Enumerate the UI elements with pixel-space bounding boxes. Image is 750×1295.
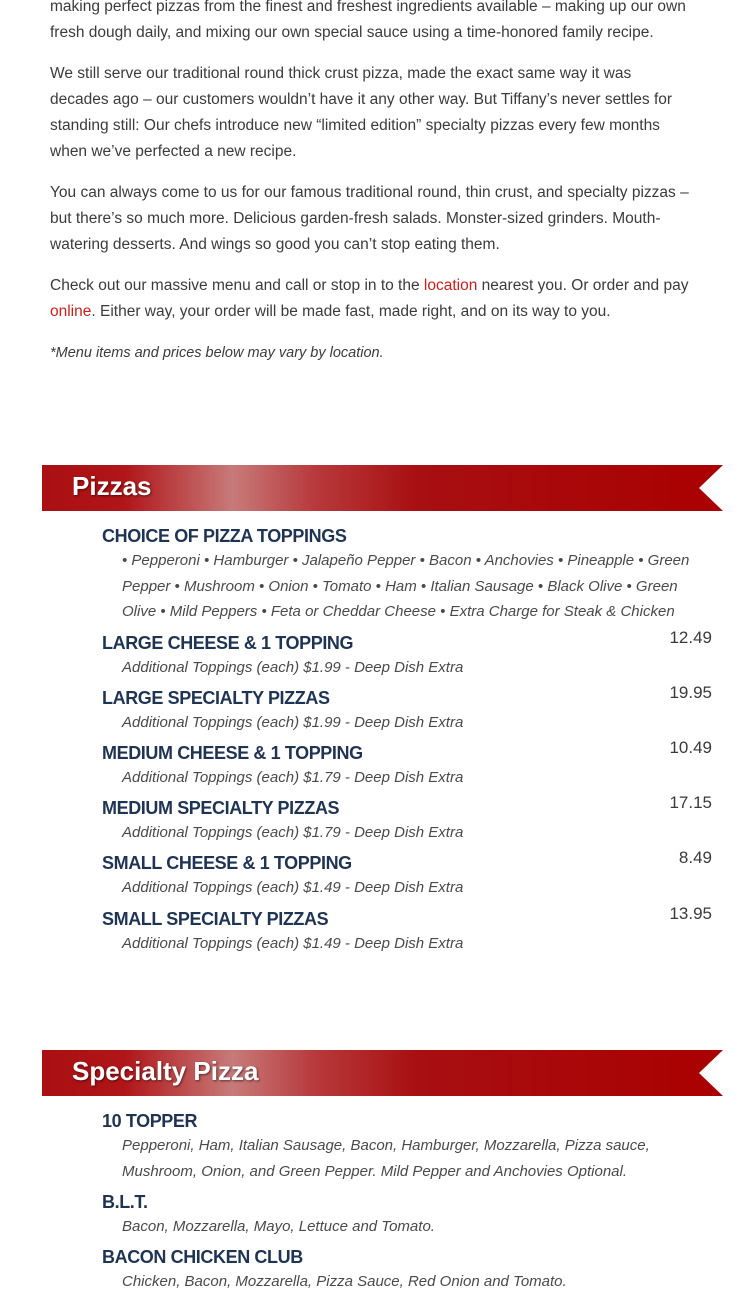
menu-item-description: Chicken, Bacon, Mozzarella, Pizza Sauce, Red Onion and Tomato. — [122, 1273, 567, 1290]
menu-item-name: LARGE CHEESE & 1 TOPPING — [102, 633, 354, 653]
menu-item-description: Additional Toppings (each) $1.79 - Deep Dish Extra — [122, 769, 464, 786]
pizzas-section-title: Pizzas — [72, 471, 152, 501]
specialty-section-banner — [42, 1050, 723, 1096]
intro-p4-end: . Either way, your order will be made fast, made right, and on its way to you. — [91, 303, 611, 321]
specialty-section-title: Specialty Pizza — [72, 1056, 259, 1086]
menu-item — [102, 683, 712, 736]
menu-item — [102, 1109, 712, 1184]
intro-p4-start: Check out our massive menu and call or stop in to the — [50, 277, 424, 295]
menu-item-description: Additional Toppings (each) $1.49 - Deep Dish Extra — [122, 935, 464, 952]
menu-item-price: 10.49 — [669, 738, 712, 757]
menu-item-name: SMALL SPECIALTY PIZZAS — [102, 909, 329, 929]
pizzas-section-banner — [42, 465, 723, 511]
menu-item-name: MEDIUM CHEESE & 1 TOPPING — [102, 743, 363, 763]
menu-item — [102, 904, 712, 957]
menu-item-description: Additional Toppings (each) $1.99 - Deep Dish Extra — [122, 714, 464, 731]
menu-item-description: Additional Toppings (each) $1.99 - Deep Dish Extra — [122, 659, 464, 676]
order-online-link[interactable]: online — [50, 303, 92, 321]
menu-item-name: BACON CHICKEN CLUB — [102, 1247, 303, 1267]
banner-notch — [699, 465, 723, 511]
menu-item — [102, 738, 712, 791]
menu-item — [102, 628, 712, 681]
menu-item — [102, 524, 712, 625]
intro-paragraph-4 — [50, 273, 690, 324]
menu-item-price: 13.95 — [669, 904, 712, 923]
menu-item-name: CHOICE OF PIZZA TOPPINGS — [102, 526, 347, 546]
intro-p4-middle: nearest you. Or order and pay — [477, 277, 689, 295]
menu-item-name: 10 TOPPER — [102, 1111, 198, 1131]
intro-paragraph-2: We still serve our traditional round thick crust pizza, made the exact same way it was decades ago – our customers wouldn’t have it any other way. But Tiffany’s never settles for standing still: Our chefs introduce new “limited edition” specialty pizzas every few months when we’ve perfected a new recipe. — [50, 65, 673, 160]
intro-paragraph-1: making perfect pizzas from the finest and freshest ingredients available – making up our own fresh dough daily, and mixing our own special sauce using a time-honored family recipe. — [50, 0, 686, 41]
menu-item-name: LARGE SPECIALTY PIZZAS — [102, 688, 330, 708]
menu-item-name: B.L.T. — [102, 1192, 148, 1212]
menu-item-price: 8.49 — [678, 848, 712, 867]
menu-item — [102, 848, 712, 901]
menu-item-description: • Pepperoni • Hamburger • Jalapeño Pepper • Bacon • Anchovies • Pineapple • Green Pepper • Mushroom • Onion • Tomato • Ham • Italian Sausage • Black Olive • Green Olive • Mild Peppers • Feta or Cheddar Cheese • Extra Charge for Steak & Chicken — [122, 552, 690, 620]
menu-note: *Menu items and prices below may vary by location. — [50, 344, 384, 361]
menu-item-price: 12.49 — [669, 628, 712, 647]
menu-item-name: MEDIUM SPECIALTY PIZZAS — [102, 798, 340, 818]
menu-item-price: 17.15 — [669, 793, 712, 812]
menu-item — [102, 1190, 712, 1240]
banner-notch — [699, 1050, 723, 1096]
menu-item-description: Bacon, Mozzarella, Mayo, Lettuce and Tomato. — [122, 1218, 435, 1235]
menu-item — [102, 793, 712, 846]
menu-item-price: 19.95 — [669, 683, 712, 702]
menu-item — [102, 1245, 712, 1295]
location-link[interactable]: location — [423, 277, 478, 295]
menu-item-description: Additional Toppings (each) $1.79 - Deep Dish Extra — [122, 824, 464, 841]
menu-item-description: Pepperoni, Ham, Italian Sausage, Bacon, Hamburger, Mozzarella, Pizza sauce, Mushroom, Onion, and Green Pepper. Mild Pepper and Anchovies Optional. — [122, 1137, 650, 1180]
intro-text — [50, 0, 690, 382]
menu-item-name: SMALL CHEESE & 1 TOPPING — [102, 853, 352, 873]
intro-paragraph-3: You can always come to us for our famous traditional round, thin crust, and specialty pizzas – but there’s so much more. Delicious garden-fresh salads. Monster-sized grinders. Mouth-watering desserts. And wings so good you can’t stop eating them. — [50, 184, 689, 253]
menu-item-description: Additional Toppings (each) $1.49 - Deep Dish Extra — [122, 879, 464, 896]
